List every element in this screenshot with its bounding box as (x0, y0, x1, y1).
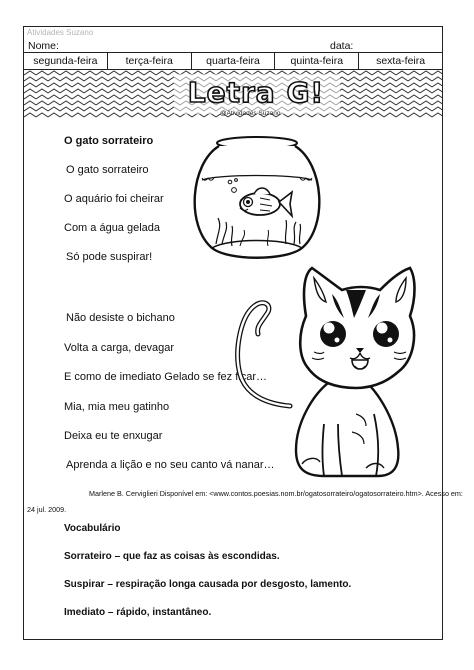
title-banner (24, 70, 442, 118)
poem-line-9: Deixa eu te enxugar (64, 430, 163, 442)
day-wednesday: quarta-feira (192, 53, 276, 69)
weekday-row (24, 53, 442, 70)
poem-line-7: E como de imediato Gelado se fez ficar… (64, 371, 267, 383)
watermark: Atividades Suzano (27, 28, 94, 37)
poem-line-3: Com a água gelada (64, 222, 161, 234)
poem-line-5: Não desiste o bichano (66, 312, 175, 324)
poem-line-2: O aquário foi cheirar (64, 193, 164, 205)
date-label: data: (330, 40, 354, 52)
vocabulary-item-2: Suspirar – respiração longa causada por desgosto, lamento. (64, 579, 352, 590)
zigzag-banner (24, 70, 442, 118)
citation-line-2: 24 jul. 2009. (27, 505, 67, 514)
poem-line-10: Aprenda a lição e no seu canto vá nanar… (66, 459, 275, 471)
poem-line-4: Só pode suspirar! (66, 251, 153, 263)
poem-line-1: O gato sorrateiro (66, 164, 149, 176)
day-thursday: quinta-feira (275, 53, 359, 69)
name-label: Nome: (28, 40, 59, 52)
poem-title: O gato sorrateiro (64, 135, 154, 147)
day-friday: sexta-feira (376, 55, 426, 67)
citation-line-1: Marlene B. Cerviglieri Disponível em: <www.contos.poesias.nom.br/ogatosorrateiro/ogatosorrateiro.htm>. Acesso em: (89, 489, 463, 498)
day-monday: segunda-feira (24, 53, 108, 69)
day-tuesday: terça-feira (108, 53, 192, 69)
fishbowl-illustration (188, 134, 326, 264)
poem-line-8: Mia, mia meu gatinho (64, 401, 170, 413)
vocabulary-title: Vocabulário (64, 523, 121, 534)
citation (27, 486, 463, 518)
name-date-row (24, 41, 442, 53)
banner-title: Letra G! (187, 76, 325, 109)
vocabulary-item-3: Imediato – rápido, instantâneo. (64, 607, 212, 618)
banner-subtitle: @Atividades Suzano (220, 110, 281, 117)
cat-illustration (228, 264, 418, 482)
poem-line-6: Volta a carga, devagar (64, 342, 175, 354)
vocabulary-item-1: Sorrateiro – que faz as coisas às escondidas. (64, 551, 280, 562)
